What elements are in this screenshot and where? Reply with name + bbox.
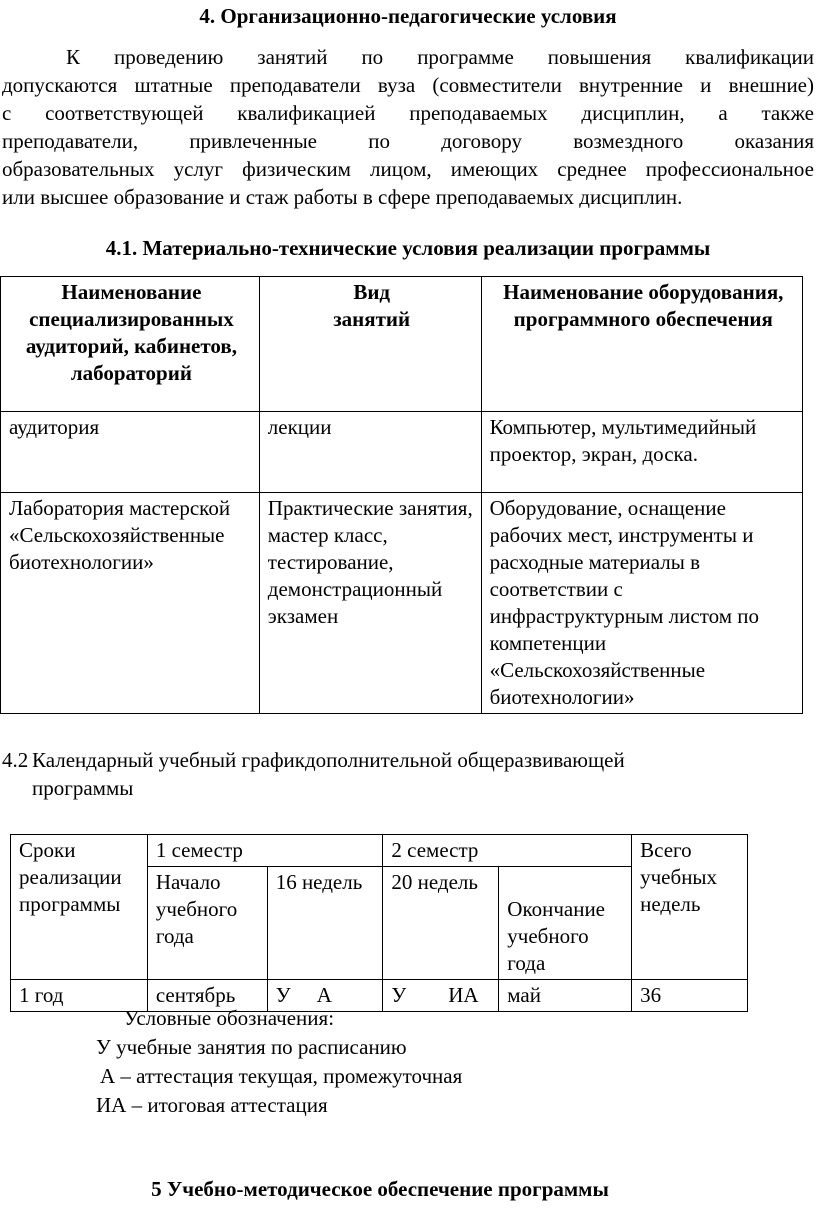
header-total-weeks: Всего учебных недель: [632, 835, 748, 980]
legend-item: ИА – итоговая аттестация: [96, 1093, 328, 1117]
cell-period: 1 год: [11, 980, 148, 1012]
paragraph-line: или высшее образование и стаж работы в сфере преподаваемых дисциплин.: [2, 185, 683, 209]
section-5-heading: 5 Учебно-методическое обеспечение программы: [151, 1177, 609, 1201]
header-equipment: Наименование оборудования, программного обеспечения: [481, 277, 802, 412]
section-4-1-heading: 4.1. Материально-технические условия реализации программы: [105, 236, 711, 260]
table-row: [1, 493, 803, 714]
paragraph-line: допускаются штатные преподаватели вуза (совместители внутренние и внешние): [2, 73, 814, 97]
cell-lesson-type: лекции: [259, 412, 481, 493]
cell-total: 36: [632, 980, 748, 1012]
section-4-2-heading: [2, 747, 625, 774]
legend-title: Условные обозначения:: [124, 1006, 335, 1030]
legend-item: А – аттестация текущая, промежуточная: [100, 1064, 463, 1088]
subheader-start: Начало учебного года: [147, 867, 267, 980]
paragraph-line: преподаватели, привлеченные по договору возмездного оказания: [2, 129, 814, 153]
calendar-table: [10, 834, 748, 1012]
header-period: Сроки реализации программы: [11, 835, 148, 980]
cell-room: аудитория: [1, 412, 260, 493]
section-4-heading: 4. Организационно-педагогические условия: [199, 4, 617, 28]
paragraph-line: К проведению занятий по программе повышения квалификации: [66, 45, 814, 69]
header-semester-2: 2 семестр: [383, 835, 632, 867]
table-header-row: [1, 277, 803, 412]
cell-start: сентябрь: [147, 980, 267, 1012]
section-4-2-number: 4.2: [2, 748, 29, 772]
cell-room: Лаборатория мастерской «Сельскохозяйственные биотехнологии»: [1, 493, 260, 714]
section-4-2-title-cont: программы: [32, 776, 134, 800]
header-lesson-type: Вид занятий: [259, 277, 481, 412]
section-4-paragraph: [2, 44, 814, 212]
paragraph-line: с соответствующей квалификацией преподаваемых дисциплин, а также: [2, 101, 814, 125]
table-row: [1, 412, 803, 493]
subheader-end: Окончание учебного года: [499, 867, 632, 980]
section-4-2-title: Календарный учебный графикдополнительной общеразвивающей: [32, 748, 625, 772]
paragraph-line: образовательных услуг физическим лицом, имеющих среднее профессиональное: [2, 157, 814, 181]
subheader-16-weeks: 16 недель: [267, 867, 383, 980]
cell-lesson-type: Практические занятия, мастер класс, тестирование, демонстрационный экзамен: [259, 493, 481, 714]
table-header-row: [11, 835, 748, 867]
cell-end: май: [499, 980, 632, 1012]
table-row: [11, 980, 748, 1012]
cell-equipment: Оборудование, оснащение рабочих мест, инструменты и расходные материалы в соответствии с инфраструктурным листом по компетенции «Сельскохозяйственные биотехнологии»: [481, 493, 802, 714]
equipment-table: [0, 276, 803, 714]
cell-equipment: Компьютер, мультимедийный проектор, экран, доска.: [481, 412, 802, 493]
header-semester-1: 1 семестр: [147, 835, 383, 867]
subheader-20-weeks: 20 недель: [383, 867, 499, 980]
legend-item: У учебные занятия по расписанию: [96, 1035, 407, 1059]
header-rooms: Наименование специализированных аудиторий, кабинетов, лабораторий: [1, 277, 260, 412]
cell-16-weeks: У А: [267, 980, 383, 1012]
cell-20-weeks: У ИА: [383, 980, 499, 1012]
